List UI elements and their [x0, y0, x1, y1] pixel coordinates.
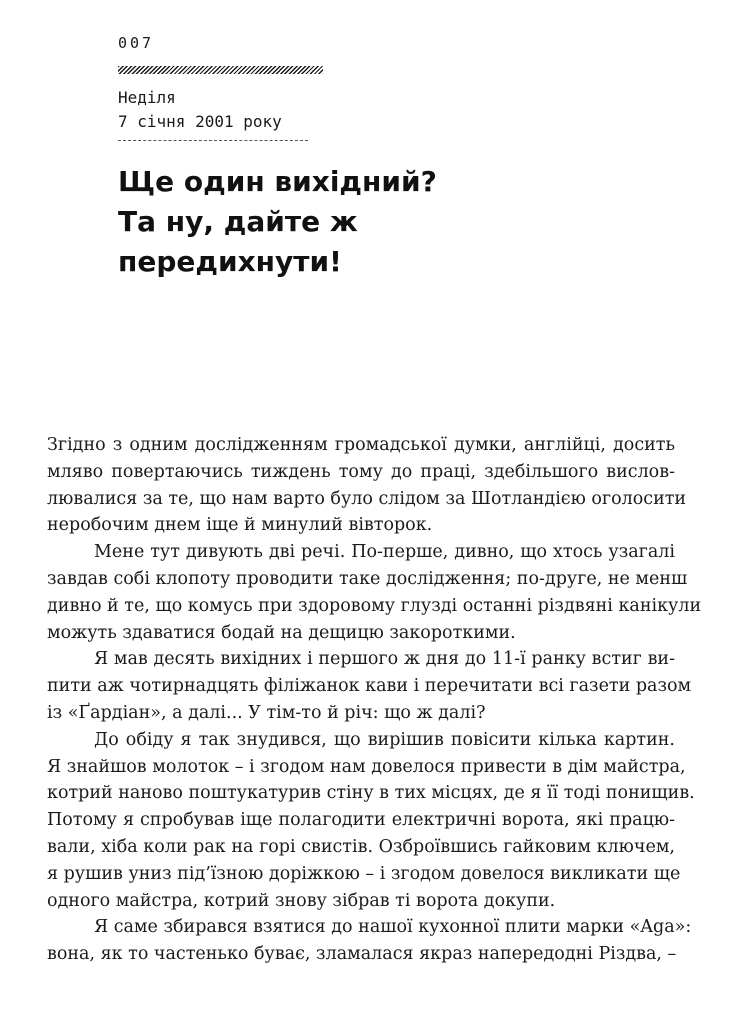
hatched-divider — [118, 66, 323, 74]
text-line: До обіду я так знудився, що вирішив повісити кілька картин. — [94, 729, 675, 750]
text-line: Я саме збирався взятися до нашої кухонної плити марки «Aga»: — [94, 917, 692, 938]
text-line: Потому я спробував іще полагодити електричні ворота, які працю- — [47, 810, 675, 831]
title-line: Ще один вихідний? — [118, 165, 437, 198]
text-line: вали, хіба коли рак на горі свистів. Озброївшись гайковим ключем, — [47, 836, 675, 857]
text-line: лювалися за те, що нам варто було слідом за Шотландією оголосити — [47, 488, 687, 509]
text-line: Мене тут дивують дві речі. По-перше, дивно, що хтось узагалі — [94, 542, 675, 563]
body-text — [47, 432, 702, 968]
text-line: вона, як то частенько буває, зламалася якраз напередодні Різдва, – — [47, 944, 677, 965]
text-line: пити аж чотирнадцять філіжанок кави і перечитати всі газети разом — [47, 676, 692, 697]
chapter-title — [118, 162, 437, 282]
text-line: одного майстра, котрий знову зібрав ті ворота докупи. — [47, 890, 556, 911]
text-line: Згідно з одним дослідженням громадської думки, англійці, досить — [47, 435, 675, 455]
title-line: Та ну, дайте ж — [118, 205, 358, 238]
text-line: Я знайшов молоток – і згодом нам довелося привести в дім майстра, — [47, 756, 686, 777]
title-line: передихнути! — [118, 245, 342, 278]
text-line: я рушив униз під’їзною доріжкою – і згодом довелося викликати ще — [47, 863, 681, 884]
text-line: неробочим днем іще й минулий вівторок. — [47, 515, 433, 536]
text-line: Я мав десять вихідних і першого ж дня до 11-ї ранку встиг ви- — [94, 649, 675, 670]
text-line: із «Ґардіан», а далі... У тім-то й річ: що ж далі? — [47, 702, 486, 723]
text-line: котрий наново поштукатурив стіну в тих місцях, де я її тоді понищив. — [47, 783, 695, 804]
date-block — [118, 86, 282, 134]
text-line: можуть здаватися бодай на дещицю закороткими. — [47, 622, 516, 643]
weekday: Неділя — [118, 88, 176, 107]
page-number: 007 — [118, 34, 155, 52]
text-line: завдав собі клопоту проводити таке дослідження; по-друге, не менш — [47, 568, 688, 589]
dashed-divider — [118, 140, 308, 141]
full-date: 7 січня 2001 року — [118, 112, 282, 131]
text-line: мляво повертаючись тиждень тому до праці, здебільшого вислов- — [47, 461, 675, 482]
text-line: дивно й те, що комусь при здоровому глузді останні різдвяні канікули — [47, 595, 702, 616]
